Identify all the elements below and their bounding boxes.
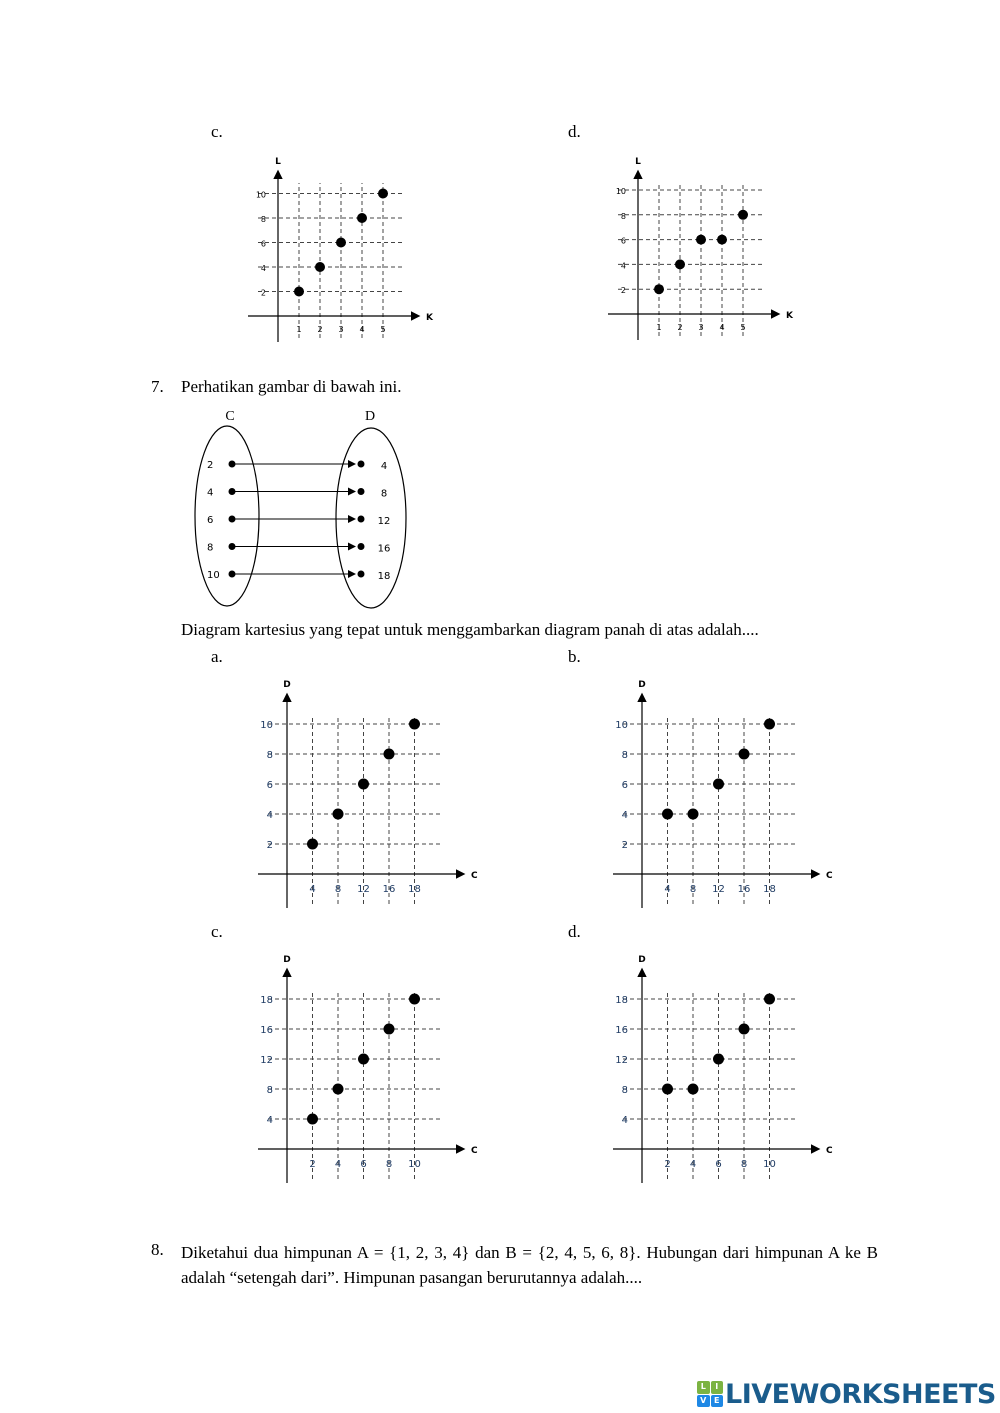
y-tick-label: 8 <box>621 1085 628 1096</box>
data-point <box>384 749 395 760</box>
x-tick-label: 4 <box>664 884 671 895</box>
y-tick-label: 12 <box>615 1055 628 1066</box>
data-point <box>654 284 664 294</box>
data-point <box>409 994 420 1005</box>
y-tick-label: 6 <box>260 239 266 249</box>
x-tick-label: 16 <box>382 884 396 895</box>
x-axis-label: C <box>826 871 833 881</box>
x-tick-label: 4 <box>719 323 725 332</box>
codomain-point <box>358 461 365 468</box>
y-tick-label: 2 <box>621 840 628 851</box>
y-tick-label: 8 <box>260 215 266 224</box>
x-tick-label: 4 <box>334 1159 342 1170</box>
domain-point <box>229 488 236 495</box>
data-point <box>764 719 775 730</box>
data-point <box>696 235 706 245</box>
domain-point <box>229 516 236 523</box>
x-axis-label: K <box>786 311 793 321</box>
data-point <box>688 1084 699 1095</box>
x-tick-label: 12 <box>357 884 370 895</box>
option-label-d: d. <box>568 122 581 141</box>
data-point <box>739 1024 750 1035</box>
cartesian-chart-q7-a[interactable] <box>240 670 480 910</box>
arrow-diagram <box>185 400 425 615</box>
y-tick-label: 4 <box>621 1115 628 1126</box>
cartesian-chart-q7-c[interactable] <box>240 945 480 1185</box>
x-tick-label: 5 <box>740 323 746 332</box>
y-tick-label: 6 <box>266 780 273 791</box>
x-tick-label: 12 <box>712 884 725 895</box>
domain-element: 2 <box>207 460 214 471</box>
question-8-text: Diketahui dua himpunan A = {1, 2, 3, 4} dan B = {2, 4, 5, 6, 8}. Hubungan dari himpunan A ke B adalah “setengah dari”. Himpunan pasangan berurutannya adalah.... <box>181 1243 878 1287</box>
data-point <box>713 779 724 790</box>
domain-element: 6 <box>207 515 214 526</box>
y-tick-label: 10 <box>255 190 266 200</box>
y-axis-label: L <box>635 157 641 167</box>
x-tick-label: 4 <box>359 325 365 334</box>
codomain-element: 4 <box>380 461 388 472</box>
x-tick-label: 6 <box>715 1159 722 1170</box>
data-point <box>384 1024 395 1035</box>
option-label-c-q7: c. <box>211 922 223 941</box>
option-label-d-q7: d. <box>568 922 581 941</box>
codomain-point <box>358 488 365 495</box>
codomain-element: 8 <box>380 488 388 500</box>
domain-point <box>229 571 236 578</box>
x-tick-label: 4 <box>689 1159 697 1170</box>
data-point <box>358 1054 369 1065</box>
y-axis-label: D <box>283 955 291 965</box>
x-tick-label: 2 <box>677 323 683 332</box>
question-7-text: Diagram kartesius yang tepat untuk menggambarkan diagram panah di atas adalah.... <box>181 620 759 639</box>
liveworksheets-logo[interactable] <box>697 1378 996 1410</box>
codomain-set-name: D <box>364 409 376 424</box>
x-tick-label: 1 <box>656 323 662 332</box>
y-tick-label: 4 <box>266 810 273 821</box>
data-point <box>378 189 388 199</box>
logo-text: LIVEWORKSHEETS <box>725 1378 996 1410</box>
codomain-element: 16 <box>377 543 391 555</box>
x-tick-label: 8 <box>740 1159 748 1170</box>
x-tick-label: 16 <box>737 884 751 895</box>
data-point <box>307 839 318 850</box>
y-axis-label: D <box>638 680 646 690</box>
codomain-ellipse <box>336 428 406 608</box>
y-tick-label: 8 <box>620 211 626 221</box>
cartesian-chart-q6-c[interactable] <box>240 150 440 345</box>
y-axis-label: L <box>275 157 281 167</box>
domain-point <box>229 461 236 468</box>
x-tick-label: 8 <box>385 1159 393 1170</box>
y-tick-label: 2 <box>620 286 626 296</box>
x-axis-label: C <box>471 1146 478 1156</box>
y-tick-label: 16 <box>260 1025 273 1036</box>
y-tick-label: 2 <box>266 840 273 851</box>
x-tick-label: 2 <box>664 1159 671 1170</box>
y-tick-label: 8 <box>266 1085 273 1096</box>
x-tick-label: 8 <box>689 884 697 895</box>
cartesian-chart-q7-b[interactable] <box>595 670 835 910</box>
question-7-prompt: Perhatikan gambar di bawah ini. <box>181 377 402 396</box>
data-point <box>717 235 727 245</box>
y-tick-label: 18 <box>615 995 628 1006</box>
domain-point <box>229 543 236 550</box>
data-point <box>688 809 699 820</box>
x-tick-label: 2 <box>317 325 323 334</box>
data-point <box>662 1084 673 1095</box>
y-axis-label: D <box>638 955 646 965</box>
data-point <box>739 749 750 760</box>
question-number-8: 8. <box>151 1240 164 1259</box>
data-point <box>336 238 346 248</box>
y-tick-label: 10 <box>260 720 273 731</box>
domain-set-name: C <box>225 409 235 424</box>
data-point <box>357 213 367 223</box>
data-point <box>764 994 775 1005</box>
data-point <box>358 779 369 790</box>
y-tick-label: 6 <box>621 780 628 791</box>
domain-element: 8 <box>207 542 214 554</box>
codomain-point <box>358 543 365 550</box>
y-tick-label: 12 <box>260 1055 273 1066</box>
data-point <box>294 287 304 297</box>
x-tick-label: 18 <box>763 884 776 895</box>
codomain-point <box>358 516 365 523</box>
x-tick-label: 18 <box>408 884 421 895</box>
x-tick-label: 8 <box>334 884 342 895</box>
y-tick-label: 8 <box>266 750 273 761</box>
y-tick-label: 6 <box>620 236 626 246</box>
x-tick-label: 1 <box>296 325 302 334</box>
question-number-7: 7. <box>151 377 164 396</box>
domain-element: 10 <box>207 570 220 581</box>
liveworksheets-logo-icon: L I V E <box>697 1381 723 1407</box>
domain-element: 4 <box>207 487 214 499</box>
y-tick-label: 10 <box>615 720 628 731</box>
x-tick-label: 3 <box>338 325 344 334</box>
x-tick-label: 3 <box>698 323 704 332</box>
cartesian-chart-q7-d[interactable] <box>595 945 835 1185</box>
domain-ellipse <box>195 426 259 606</box>
data-point <box>333 1084 344 1095</box>
y-tick-label: 8 <box>621 750 628 761</box>
data-point <box>333 809 344 820</box>
y-tick-label: 4 <box>266 1115 273 1126</box>
y-tick-label: 4 <box>621 810 628 821</box>
codomain-element: 18 <box>377 571 391 582</box>
option-label-c: c. <box>211 122 223 141</box>
y-tick-label: 2 <box>260 288 266 298</box>
option-label-b: b. <box>568 647 581 666</box>
data-point <box>738 210 748 220</box>
x-tick-label: 6 <box>360 1159 367 1170</box>
x-axis-label: K <box>426 313 433 323</box>
x-tick-label: 10 <box>408 1159 421 1170</box>
data-point <box>662 809 673 820</box>
cartesian-chart-q6-d[interactable] <box>600 150 800 345</box>
x-axis-label: C <box>826 1146 833 1156</box>
x-tick-label: 10 <box>763 1159 776 1170</box>
data-point <box>409 719 420 730</box>
y-tick-label: 18 <box>260 995 273 1006</box>
y-tick-label: 10 <box>615 187 626 196</box>
data-point <box>315 262 325 272</box>
y-axis-label: D <box>283 680 291 690</box>
x-tick-label: 5 <box>380 325 386 334</box>
data-point <box>713 1054 724 1065</box>
data-point <box>307 1114 318 1125</box>
y-tick-label: 16 <box>615 1025 628 1036</box>
option-label-a: a. <box>211 647 223 666</box>
codomain-element: 12 <box>377 516 391 527</box>
y-tick-label: 4 <box>260 264 266 273</box>
x-tick-label: 2 <box>309 1159 316 1170</box>
codomain-point <box>358 571 365 578</box>
y-tick-label: 4 <box>620 261 626 271</box>
x-tick-label: 4 <box>309 884 316 895</box>
x-axis-label: C <box>471 871 478 881</box>
data-point <box>675 259 685 269</box>
